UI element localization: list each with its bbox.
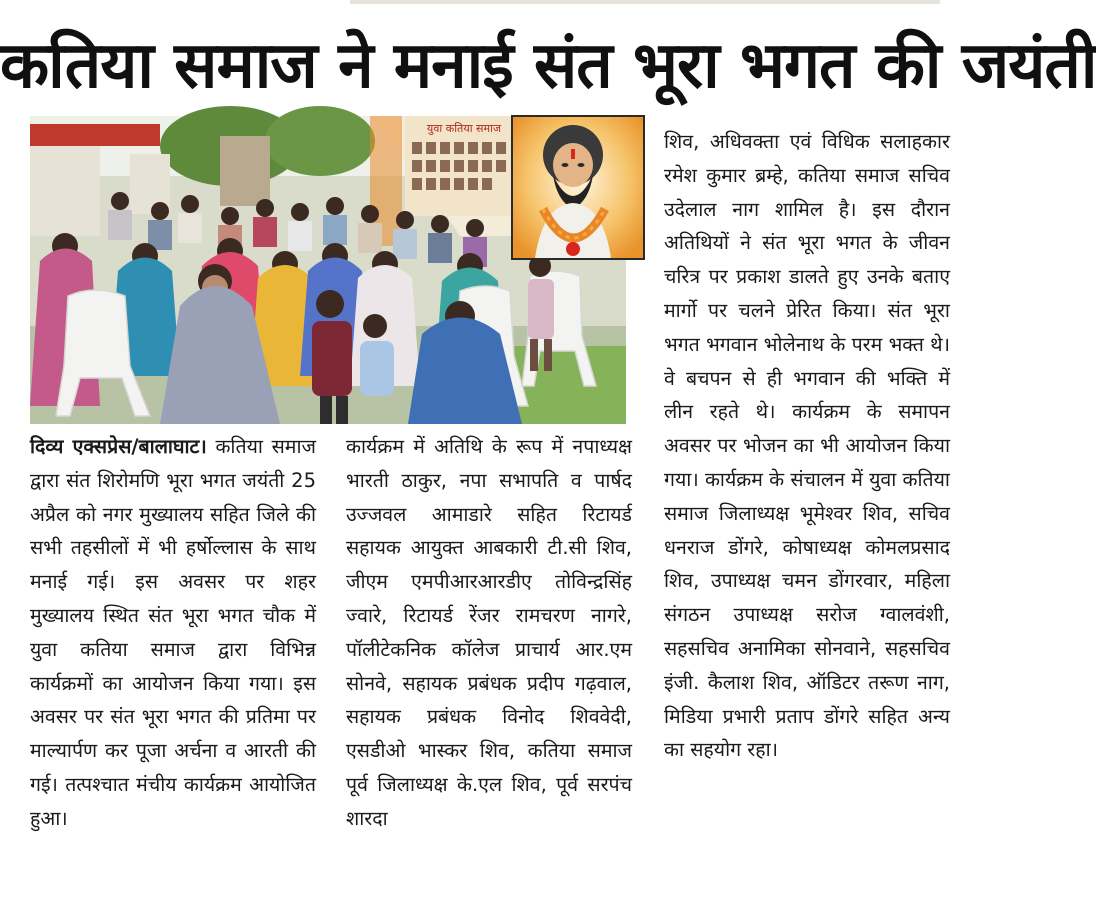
- article-column-1: [30, 430, 316, 836]
- column-3-text: शिव, अधिवक्ता एवं विधिक सलाहकार रमेश कुमार ब्रम्हे, कतिया समाज सचिव उदेलाल नाग शामिल है। इस दौरान अतिथियों ने संत भूरा भगत के जीवन चरित्र पर प्रकाश डालते हुए उनके बताए मार्गो पर चलने प्रेरित किया। संत भूरा भगत भगवान भोलेनाथ के परम भक्त थे। वे बचपन से ही भगवान की भक्ति में लीन रहते थे। कार्यक्रम के समापन अवसर पर भोजन का भी आयोजन किया गया। कार्यक्रम के संचालन में युवा कतिया समाज जिलाध्यक्ष भूमेश्वर शिव, सचिव धनराज डोंगरे, कोषाध्यक्ष कोमलप्रसाद शिव, उपाध्यक्ष चमन डोंगरवार, महिला संगठन उपाध्यक्ष सरोज ग्वालवंशी, सहसचिव अनामिका सोनवाने, सहसचिव इंजी. कैलाश शिव, ऑडिटर तरूण नाग, मिडिया प्रभारी प्रताप डोंगरे सहित अन्य का सहयोग रहा।: [664, 130, 950, 762]
- awning: [30, 124, 160, 146]
- dateline: दिव्य एक्सप्रेस/बालाघाट।: [30, 435, 207, 458]
- previous-clipping-edge: [350, 0, 940, 4]
- saint-portrait-inset: [511, 115, 645, 260]
- article-column-3: [664, 125, 950, 767]
- article-headline: कतिया समाज ने मनाई संत भूरा भगत की जयंती: [0, 29, 1096, 103]
- article-column-2: [346, 430, 632, 836]
- banner-text: युवा कतिया समाज: [426, 122, 502, 135]
- top-edge-strip: [0, 0, 981, 6]
- column-2-text: कार्यक्रम में अतिथि के रूप में नपाध्यक्ष भारती ठाकुर, नपा सभापति व पार्षद उज्जवल आमाडारे सहित रिटायर्ड सहायक आयुक्त आबकारी टी.सी शिव, जीएम एमपीआरआरडीए तोविन्द्रसिंह ज्वारे, रिटायर्ड रेंजर रामचरण नागरे, पॉलीटेकनिक कॉलेज प्राचार्य आर.एम सोनवे, सहायक प्रबंधक प्रदीप गढ़वाल, सहायक प्रबंधक विनोद शिववेदी, एसडीओ भास्कर शिव, कतिया समाज पूर्व जिलाध्यक्ष के.एल शिव, पूर्व सरपंच शारदा: [346, 435, 632, 830]
- column-1-text: कतिया समाज द्वारा संत शिरोमणि भूरा भगत जयंती 25 अप्रैल को नगर मुख्यालय सहित जिले की सभी तहसीलों में भी हर्षोल्लास के साथ मनाई गई। इस अवसर पर शहर मुख्यालय स्थित संत भूरा भगत चौक में युवा कतिया समाज द्वारा विभिन्न कार्यक्रमों का आयोजन किया गया। इस अवसर पर संत भूरा भगत की प्रतिमा पर माल्यार्पण कर पूजा अर्चना व आरती की गई। तत्पश्चात मंचीय कार्यक्रम आयोजित हुआ।: [30, 435, 316, 830]
- saint-portrait-illustration: [513, 117, 643, 258]
